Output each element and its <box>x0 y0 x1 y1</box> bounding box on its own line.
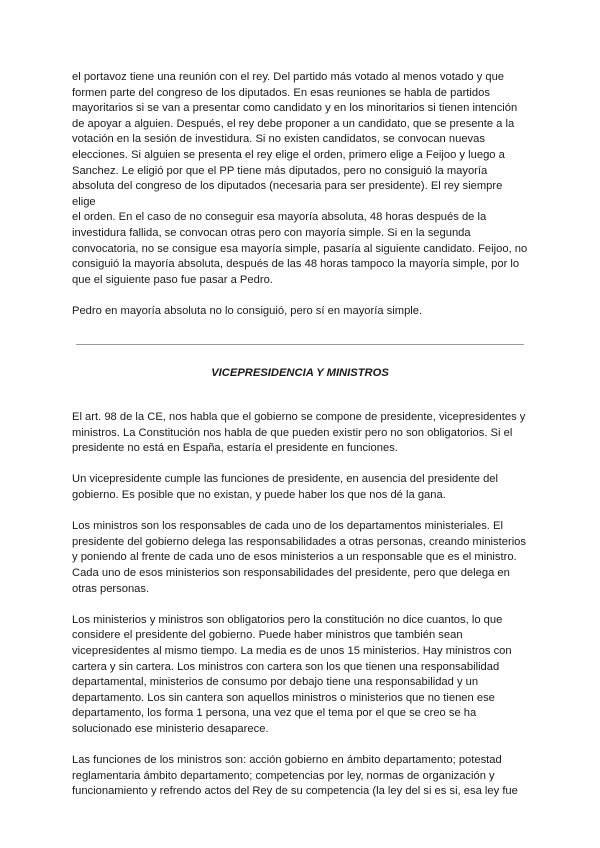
paragraph-vicepresidente <box>72 472 528 503</box>
text-line: Las funciones de los ministros son: acción gobierno en ámbito departamento; potestad <box>72 754 502 767</box>
text-line: departamental, ministerios de consumo por debajo tiene una responsabilidad y un <box>72 676 479 689</box>
text-line: ministros. La Constitución nos habla de que pueden existir pero no son obligatorios. Si el <box>72 426 513 439</box>
continuation-block <box>72 70 528 320</box>
text-line: elecciones. Si alguien se presenta el rey elige el orden, primero elige a Feijoo y luego a <box>72 148 505 161</box>
text-line: mayoritarios si se van a presentar como candidato y en los minoritarios si tienen intención <box>72 102 518 115</box>
text-line: Un vicepresidente cumple las funciones de presidente, en ausencia del presidente del <box>72 473 499 486</box>
text-line: vicepresidentes al mismo tiempo. La media es de unos 15 ministerios. Hay ministros con <box>72 644 512 657</box>
text-line: presidente del gobierno delega las responsabilidades a otras personas, creando ministerios <box>72 535 526 548</box>
text-line: Los ministerios y ministros son obligatorios pero la constitución no dice cuantos, lo que <box>72 613 503 626</box>
text-line: investidura fallida, se convocan otras pero con mayoría simple. Si en la segunda <box>72 226 471 239</box>
text-line: convocatoria, no se consigue esa mayoría simple, pasaría al siguiente candidato. Feijoo, no <box>72 242 528 255</box>
text-line: de apoyar a alguien. Después, el rey debe proponer a un candidato, que se presente a la <box>72 117 515 130</box>
text-line: consiguió la mayoría absoluta, después de las 48 horas tampoco la mayoría simple, por lo <box>72 258 520 271</box>
text-line: Los ministros son los responsables de cada uno de los departamentos ministeriales. El <box>72 520 503 533</box>
paragraph-art98 <box>72 410 528 457</box>
section-title: VICEPRESIDENCIA Y MINISTROS <box>211 367 389 379</box>
text-line: y poniendo al frente de cada uno de esos ministerios a un responsable que es el ministro. <box>72 551 517 564</box>
section-body <box>72 410 528 800</box>
text-line: El art. 98 de la CE, nos habla que el gobierno se compone de presidente, vicepresidentes y <box>72 411 526 423</box>
text-line: solucionado ese ministerio desaparece. <box>72 722 269 735</box>
text-line: gobierno. Es posible que no existan, y puede haber los que nos dé la gana. <box>72 488 446 501</box>
continuation-paragraph <box>72 70 528 288</box>
text-line: Sanchez. Le eligió por que el PP tiene más diputados, pero no consiguió la mayoría <box>72 164 488 177</box>
closing-paragraph: Pedro en mayoría absoluta no lo consiguió, pero sí en mayoría simple. <box>72 304 423 317</box>
text-line: absoluta del congreso de los diputados (necesaria para ser presidente). El rey siempre elige <box>72 180 503 208</box>
text-line: reglamentaria ámbito departamento; competencias por ley, normas de organización y <box>72 769 495 782</box>
text-line: el portavoz tiene una reunión con el rey. Del partido más votado al menos votado y que <box>72 71 505 83</box>
text-line: departamento, los forma 1 persona, una vez que el tema por el que se creo se ha <box>72 707 477 720</box>
paragraph-ministros <box>72 519 528 597</box>
text-line: Cada uno de esos ministerios son responsabilidades del presidente, pero que delega en <box>72 566 510 579</box>
text-line: que el siguiente paso fue pasar a Pedro. <box>72 273 273 286</box>
text-line: considere el presidente del gobierno. Puede haber ministros que también sean <box>72 629 463 642</box>
paragraph-ministerios <box>72 613 528 738</box>
horizontal-divider <box>76 344 524 345</box>
text-line: otras personas. <box>72 582 150 595</box>
text-line: formen parte del congreso de los diputados. En esas reuniones se habla de partidos <box>72 86 490 99</box>
text-line: departamento. Los sin cantera son aquellos ministros o ministerios que no tienen ese <box>72 691 495 704</box>
text-line: el orden. En el caso de no conseguir esa mayoría absoluta, 48 horas después de la <box>72 211 487 224</box>
text-line: funcionamiento y refrendo actos del Rey de su competencia (la ley del si es si, esa ley fue <box>72 785 518 798</box>
text-line: cartera y sin cartera. Los ministros con cartera son los que tienen una responsabilidad <box>72 660 500 673</box>
text-line: votación en la sesión de investidura. Si no existen candidatos, se convocan nuevas <box>72 133 485 146</box>
paragraph-funciones <box>72 753 528 800</box>
text-line: presidente no está en España, estaría el presidente en funciones. <box>72 442 398 455</box>
